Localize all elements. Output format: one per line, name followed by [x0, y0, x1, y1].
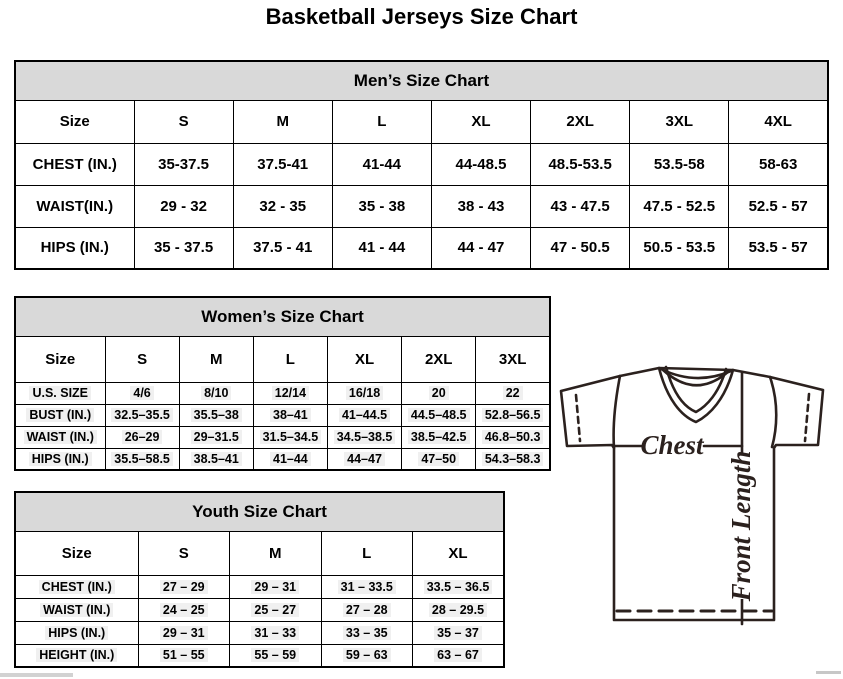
size-value-cell: 31 – 33: [230, 621, 322, 644]
size-value-cell: 26–29: [105, 426, 179, 448]
size-value-cell: 34.5–38.5: [327, 426, 401, 448]
size-value-cell: 28 – 29.5: [413, 598, 505, 621]
column-header: S: [134, 100, 233, 143]
column-header: XL: [431, 100, 530, 143]
size-value-cell: 29–31.5: [179, 426, 253, 448]
size-value-cell: 35.5–58.5: [105, 448, 179, 470]
table-row: [15, 426, 550, 448]
size-value-cell: 37.5-41: [233, 143, 332, 185]
size-value-cell: 33.5 – 36.5: [413, 575, 505, 598]
column-header: L: [332, 100, 431, 143]
row-label: WAIST (IN.): [15, 426, 105, 448]
size-value-cell: 16/18: [327, 382, 401, 404]
row-label: HEIGHT (IN.): [15, 644, 138, 667]
column-header: M: [233, 100, 332, 143]
size-value-cell: 44-48.5: [431, 143, 530, 185]
size-value-cell: 12/14: [253, 382, 327, 404]
size-value-cell: 33 – 35: [321, 621, 413, 644]
table-title: Men’s Size Chart: [15, 61, 828, 100]
size-value-cell: 37.5 - 41: [233, 227, 332, 269]
column-header: 2XL: [402, 336, 476, 382]
size-value-cell: 35 - 38: [332, 185, 431, 227]
size-value-cell: 38–41: [253, 404, 327, 426]
size-value-cell: 58-63: [729, 143, 828, 185]
size-value-cell: 47 - 50.5: [531, 227, 630, 269]
row-label: WAIST(IN.): [15, 185, 134, 227]
table-title: Women’s Size Chart: [15, 297, 550, 336]
size-value-cell: 38.5–42.5: [402, 426, 476, 448]
chest-label: Chest: [640, 430, 704, 460]
size-value-cell: 29 - 32: [134, 185, 233, 227]
size-value-cell: 41-44: [332, 143, 431, 185]
size-value-cell: 25 – 27: [230, 598, 322, 621]
front-length-label: Front Length: [726, 450, 756, 602]
size-value-cell: 41–44: [253, 448, 327, 470]
table-row: [15, 382, 550, 404]
youth-size-chart-table: [14, 491, 505, 668]
size-value-cell: 35 – 37: [413, 621, 505, 644]
column-header: Size: [15, 100, 134, 143]
size-value-cell: 27 – 29: [138, 575, 230, 598]
column-header: S: [138, 531, 230, 575]
column-header: S: [105, 336, 179, 382]
table-title: Youth Size Chart: [15, 492, 504, 531]
table-row: [15, 644, 504, 667]
column-header: M: [230, 531, 322, 575]
row-label: HIPS (IN.): [15, 448, 105, 470]
size-value-cell: 4/6: [105, 382, 179, 404]
scrollbar-fragment-left: [0, 673, 73, 677]
size-value-cell: 29 – 31: [138, 621, 230, 644]
size-value-cell: 8/10: [179, 382, 253, 404]
row-label: WAIST (IN.): [15, 598, 138, 621]
row-label: BUST (IN.): [15, 404, 105, 426]
size-value-cell: 31 – 33.5: [321, 575, 413, 598]
row-label: U.S. SIZE: [15, 382, 105, 404]
size-value-cell: 52.5 - 57: [729, 185, 828, 227]
size-value-cell: 38.5–41: [179, 448, 253, 470]
size-value-cell: 41–44.5: [327, 404, 401, 426]
size-value-cell: 35.5–38: [179, 404, 253, 426]
womens-size-chart-table: [14, 296, 551, 471]
size-value-cell: 29 – 31: [230, 575, 322, 598]
size-value-cell: 44–47: [327, 448, 401, 470]
column-header: Size: [15, 336, 105, 382]
scrollbar-fragment-right: [816, 671, 841, 674]
column-header: 4XL: [729, 100, 828, 143]
table-row: [15, 227, 828, 269]
size-value-cell: 52.8–56.5: [476, 404, 550, 426]
column-header: Size: [15, 531, 138, 575]
size-value-cell: 22: [476, 382, 550, 404]
page-title: Basketball Jerseys Size Chart: [265, 4, 578, 29]
size-value-cell: 53.5-58: [630, 143, 729, 185]
size-value-cell: 50.5 - 53.5: [630, 227, 729, 269]
mens-size-chart-table: [14, 60, 829, 270]
table-row: [15, 598, 504, 621]
row-label: HIPS (IN.): [15, 227, 134, 269]
size-value-cell: 20: [402, 382, 476, 404]
row-label: HIPS (IN.): [15, 621, 138, 644]
row-label: CHEST (IN.): [15, 143, 134, 185]
size-value-cell: 47–50: [402, 448, 476, 470]
row-label: CHEST (IN.): [15, 575, 138, 598]
size-value-cell: 27 – 28: [321, 598, 413, 621]
column-header: XL: [413, 531, 505, 575]
jersey-outline: [561, 368, 823, 620]
size-value-cell: 32 - 35: [233, 185, 332, 227]
table-row: [15, 448, 550, 470]
column-header-row: [15, 531, 504, 575]
size-value-cell: 38 - 43: [431, 185, 530, 227]
size-value-cell: 35-37.5: [134, 143, 233, 185]
column-header: L: [253, 336, 327, 382]
table-row: [15, 143, 828, 185]
size-value-cell: 44.5–48.5: [402, 404, 476, 426]
column-header-row: [15, 336, 550, 382]
column-header-row: [15, 100, 828, 143]
size-value-cell: 53.5 - 57: [729, 227, 828, 269]
table-row: [15, 575, 504, 598]
column-header: XL: [327, 336, 401, 382]
size-value-cell: 32.5–35.5: [105, 404, 179, 426]
column-header: M: [179, 336, 253, 382]
table-row: [15, 621, 504, 644]
size-value-cell: 44 - 47: [431, 227, 530, 269]
size-value-cell: 41 - 44: [332, 227, 431, 269]
size-value-cell: 31.5–34.5: [253, 426, 327, 448]
size-value-cell: 63 – 67: [413, 644, 505, 667]
size-value-cell: 55 – 59: [230, 644, 322, 667]
table-row: [15, 404, 550, 426]
size-value-cell: 24 – 25: [138, 598, 230, 621]
column-header: 3XL: [476, 336, 550, 382]
size-value-cell: 59 – 63: [321, 644, 413, 667]
size-value-cell: 43 - 47.5: [531, 185, 630, 227]
size-value-cell: 48.5-53.5: [531, 143, 630, 185]
size-value-cell: 47.5 - 52.5: [630, 185, 729, 227]
size-value-cell: 46.8–50.3: [476, 426, 550, 448]
column-header: 3XL: [630, 100, 729, 143]
size-value-cell: 35 - 37.5: [134, 227, 233, 269]
jersey-measurement-diagram: [557, 353, 843, 647]
size-value-cell: 54.3–58.3: [476, 448, 550, 470]
column-header: 2XL: [531, 100, 630, 143]
column-header: L: [321, 531, 413, 575]
size-value-cell: 51 – 55: [138, 644, 230, 667]
table-row: [15, 185, 828, 227]
